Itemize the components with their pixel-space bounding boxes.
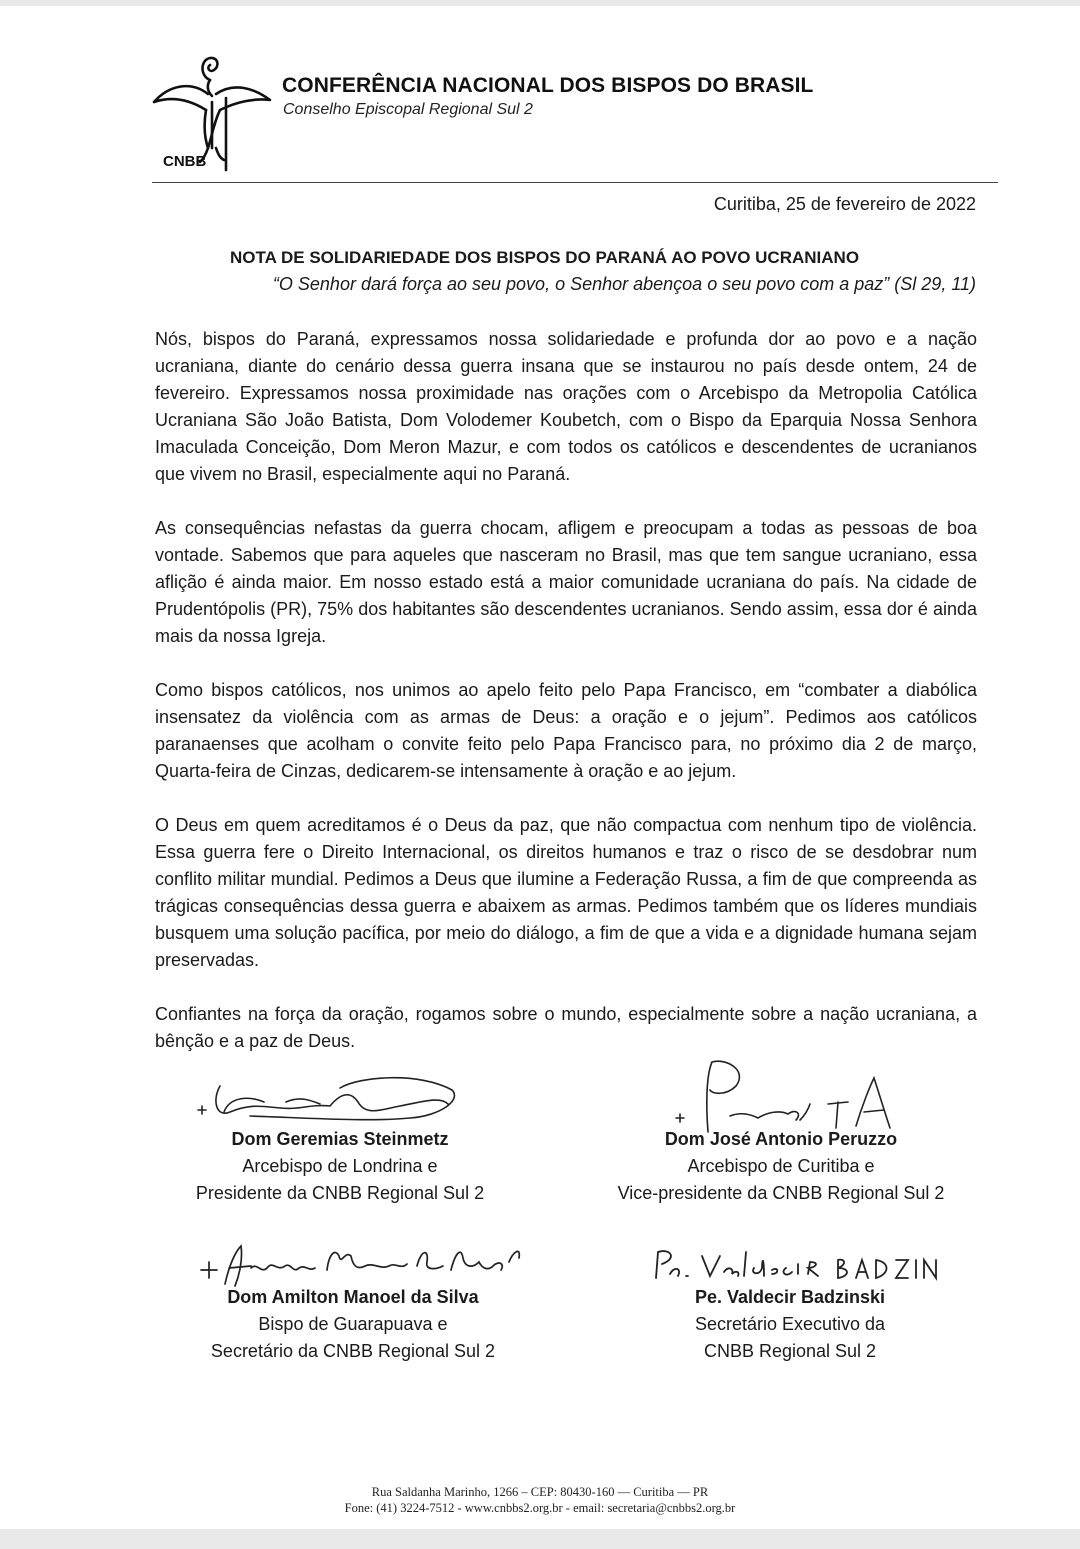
- document-title: NOTA DE SOLIDARIEDADE DOS BISPOS DO PARANÁ AO POVO UCRANIANO: [230, 248, 860, 267]
- paragraph: O Deus em quem acreditamos é o Deus da paz, que não compactua com nenhum tipo de violência. Essa guerra fere o Direito Internacional, os direitos humanos e traz o risco de se desdobrar num conflito militar mundial. Pedimos a Deus que ilumine a Federação Russa, a fim de que compreenda as trágicas consequências dessa guerra e abaixem as armas. Pedimos também que os líderes mundiais busquem uma solução pacífica, por meio do diálogo, a fim de que a vida e a dignidade humana sejam preservadas.: [155, 815, 977, 970]
- epigraph-quote: “O Senhor dará força ao seu povo, o Senhor abençoa o seu povo com a paz” (Sl 29, 11): [272, 274, 976, 294]
- document-date: Curitiba, 25 de fevereiro de 2022: [713, 194, 976, 214]
- organization-name: CONFERÊNCIA NACIONAL DOS BISPOS DO BRASIL: [282, 74, 814, 97]
- signature-block-1: [170, 1126, 510, 1207]
- paragraph: As consequências nefastas da guerra chocam, afligem e preocupam a todas as pessoas de boa vontade. Sabemos que para aqueles que nasceram no Brasil, mas que tem sangue ucraniano, essa aflição é ainda maior. Em nosso estado está a maior comunidade ucraniana do país. Na cidade de Prudentópolis (PR), 75% dos habitantes são descendentes ucranianos. Sendo assim, essa dor é ainda mais da nossa Igreja.: [155, 518, 977, 646]
- signatory-role: Vice-presidente da CNBB Regional Sul 2: [617, 1183, 945, 1203]
- document-body: [155, 326, 977, 1082]
- header-divider: [152, 182, 998, 183]
- paragraph: Confiantes na força da oração, rogamos sobre o mundo, especialmente sobre a nação ucraniana, a bênção e a paz de Deus.: [155, 1004, 977, 1051]
- footer-contact: Fone: (41) 3224-7512 - www.cnbbs2.org.br - email: secretaria@cnbbs2.org.br: [344, 1501, 736, 1515]
- signatory-role: Arcebispo de Curitiba e: [687, 1156, 875, 1176]
- page-footer: [0, 1484, 1080, 1516]
- signatory-name: Dom Amilton Manoel da Silva: [227, 1287, 479, 1307]
- signatory-role: Presidente da CNBB Regional Sul 2: [195, 1183, 485, 1203]
- organization-subtitle: Conselho Episcopal Regional Sul 2: [283, 101, 533, 118]
- signature-block-4: [640, 1284, 940, 1365]
- signatory-role: Secretário Executivo da: [694, 1314, 886, 1334]
- signatory-name: Pe. Valdecir Badzinski: [694, 1287, 886, 1307]
- signatory-name: Dom José Antonio Peruzzo: [664, 1129, 898, 1149]
- handwritten-signature-icon: [190, 1066, 470, 1136]
- logo-label: CNBB: [163, 153, 207, 170]
- signatory-role: CNBB Regional Sul 2: [703, 1341, 877, 1361]
- signatory-role: Bispo de Guarapuava e: [258, 1314, 448, 1334]
- handwritten-signature-icon: [195, 1240, 525, 1290]
- paragraph: Nós, bispos do Paraná, expressamos nossa solidariedade e profunda dor ao povo e a nação ucraniana, diante do cenário dessa guerra insana que se instaurou no país desde ontem, 24 de fevereiro. Expressamos nossa proximidade nas orações com o Arcebispo da Metropolia Católica Ucraniana São João Batista, Dom Volodemer Koubetch, com o Bispo da Eparquia Nossa Senhora Imaculada Conceição, Dom Meron Mazur, e com todos os católicos e descendentes de ucranianos que vivem no Brasil, especialmente aqui no Paraná.: [155, 329, 977, 484]
- signatory-role: Arcebispo de Londrina e: [242, 1156, 438, 1176]
- handwritten-signature-icon: [670, 1056, 910, 1136]
- document-page: [0, 6, 1080, 1529]
- signature-block-2: [600, 1126, 962, 1207]
- signature-block-3: [183, 1284, 523, 1365]
- paragraph: Como bispos católicos, nos unimos ao apelo feito pelo Papa Francisco, em “combater a diabólica insensatez da violência com as armas de Deus: a oração e o jejum”. Pedimos aos católicos paranaenses que acolham o convite feito pelo Papa Francisco para, no próximo dia 2 de março, Quarta-feira de Cinzas, dedicarem-se intensamente à oração e ao jejum.: [155, 680, 977, 781]
- footer-address: Rua Saldanha Marinho, 1266 – CEP: 80430-160 — Curitiba — PR: [371, 1485, 709, 1499]
- signatory-name: Dom Geremias Steinmetz: [231, 1129, 449, 1149]
- signatory-role: Secretário da CNBB Regional Sul 2: [210, 1341, 496, 1361]
- handwritten-signature-icon: [644, 1246, 944, 1288]
